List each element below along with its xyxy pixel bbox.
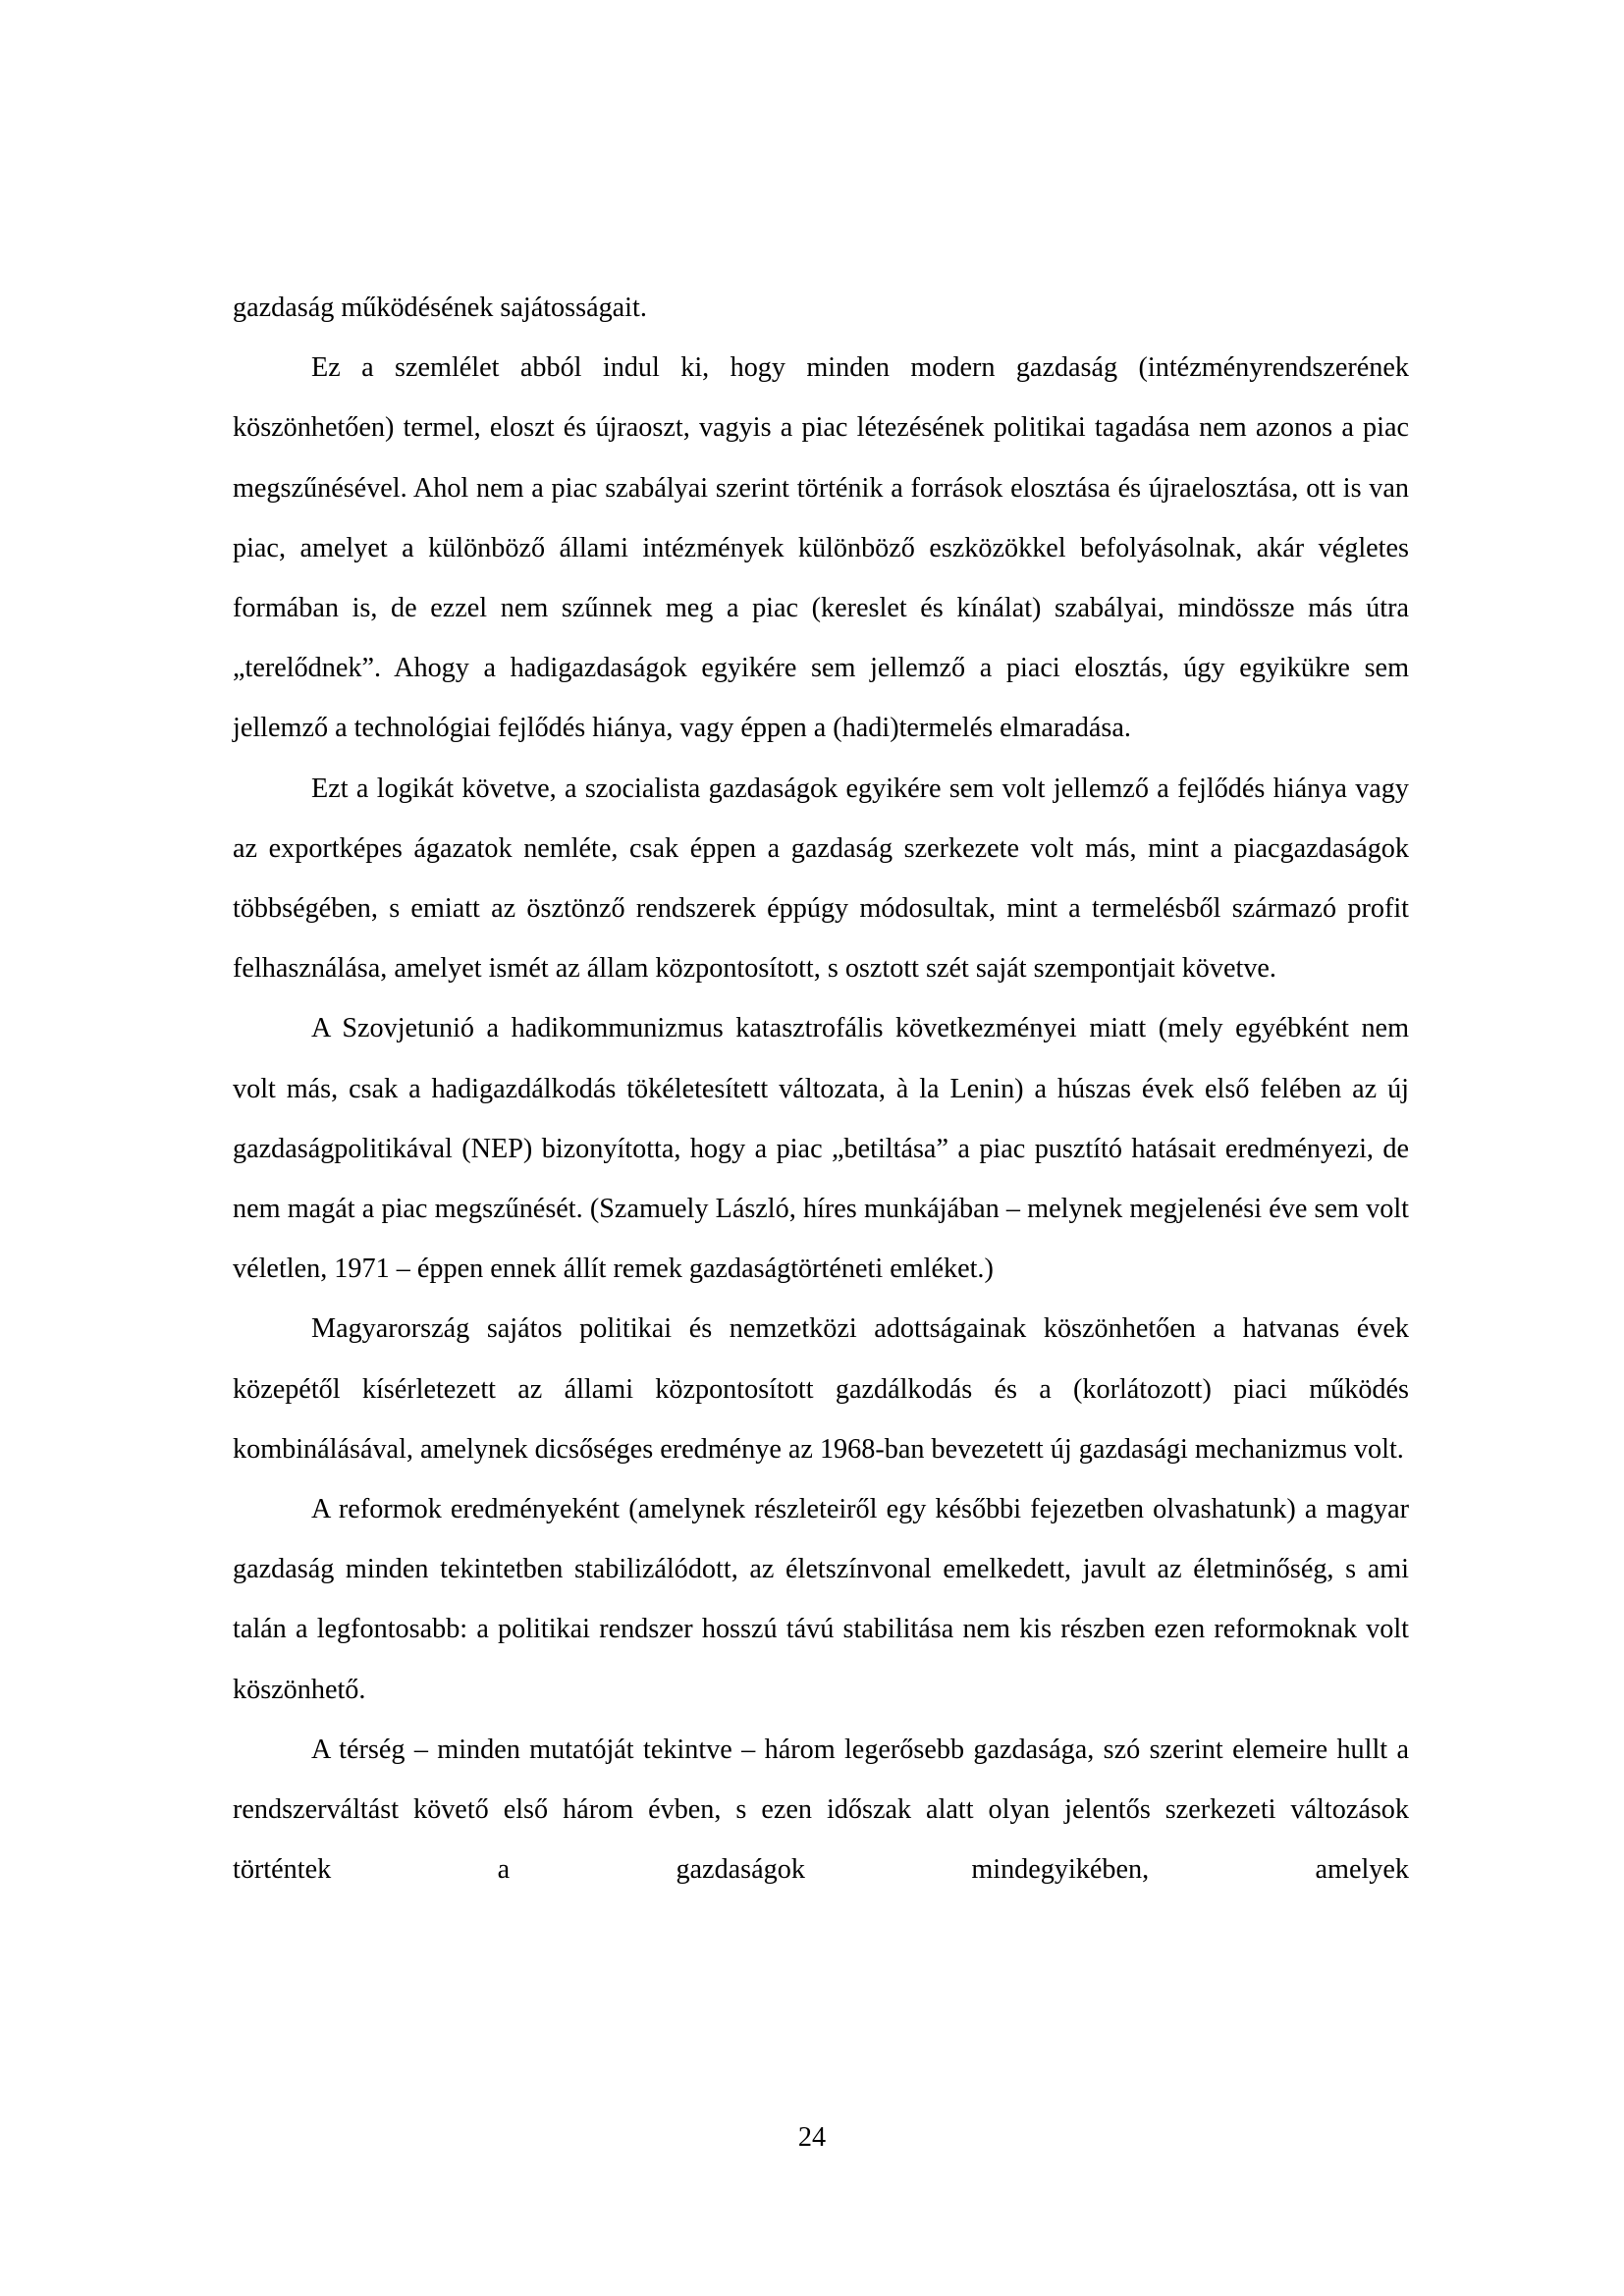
paragraph: Ezt a logikát követve, a szocialista gazdaságok egyikére sem volt jellemző a fejlődés hiánya vagy az exportképes ágazatok nemléte, csak éppen a gazdaság szerkezete volt más, mint a piacgazdaságok többségében, s emiatt az ösztönző rendszerek éppúgy módosultak, mint a termelésből származó profit felhasználása, amelyet ismét az állam központosított, s osztott szét saját szempontjait követve. bbox=[233, 773, 1409, 985]
paragraph: Ez a szemlélet abból indul ki, hogy minden modern gazdaság (intézményrendszerének köszönhetően) termel, eloszt és újraoszt, vagyis a piac létezésének politikai tagadása nem azonos a piac megszűnésével. Ahol nem a piac szabályai szerint történik a források elosztása és újraelosztása, ott is van piac, amelyet a különböző állami intézmények különböző eszközökkel befolyásolnak, akár végletes formában is, de ezzel nem szűnnek meg a piac (kereslet és kínálat) szabályai, mindössze más útra „terelődnek”. Ahogy a hadigazdaságok egyikére sem jellemző a piaci elosztás, úgy egyikükre sem jellemző a technológiai fejlődés hiánya, vagy éppen a (hadi)termelés elmaradása. bbox=[233, 352, 1409, 744]
paragraph: A reformok eredményeként (amelynek részleteiről egy későbbi fejezetben olvashatunk) a magyar gazdaság minden tekintetben stabilizálódott, az életszínvonal emelkedett, javult az életminőség, s ami talán a legfontosabb: a politikai rendszer hosszú távú stabilitása nem kis részben ezen reformoknak volt köszönhető. bbox=[233, 1494, 1409, 1705]
paragraph: A Szovjetunió a hadikommunizmus katasztrofális következményei miatt (mely egyébként nem volt más, csak a hadigazdálkodás tökéletesített változata, à la Lenin) a húszas évek első felében az új gazdaságpolitikával (NEP) bizonyította, hogy a piac „betiltása” a piac pusztító hatásait eredményezi, de nem magát a piac megszűnését. (Szamuely László, híres munkájában – melynek megjelenési éve sem volt véletlen, 1971 – éppen ennek állít remek gazdaságtörténeti emléket.) bbox=[233, 1013, 1409, 1285]
paragraph: gazdaság működésének sajátosságait. bbox=[233, 293, 647, 323]
paragraph: Magyarország sajátos politikai és nemzetközi adottságainak köszönhetően a hatvanas évek közepétől kísérletezett az állami központosított gazdálkodás és a (korlátozott) piaci működés kombinálásával, amelynek dicsőséges eredménye az 1968-ban bevezetett új gazdasági mechanizmus volt. bbox=[233, 1313, 1409, 1465]
page-number: 24 bbox=[797, 2122, 827, 2153]
document-body bbox=[233, 278, 1409, 1899]
paragraph-continued: A térség – minden mutatóját tekintve – három legerősebb gazdasága, szó szerint elemeire hullt a rendszerváltást követő első három évben, s ezen időszak alatt olyan jelentős szerkezeti változások történtek a gazdaságok mindegyikében, amelyek bbox=[233, 1734, 1409, 1886]
